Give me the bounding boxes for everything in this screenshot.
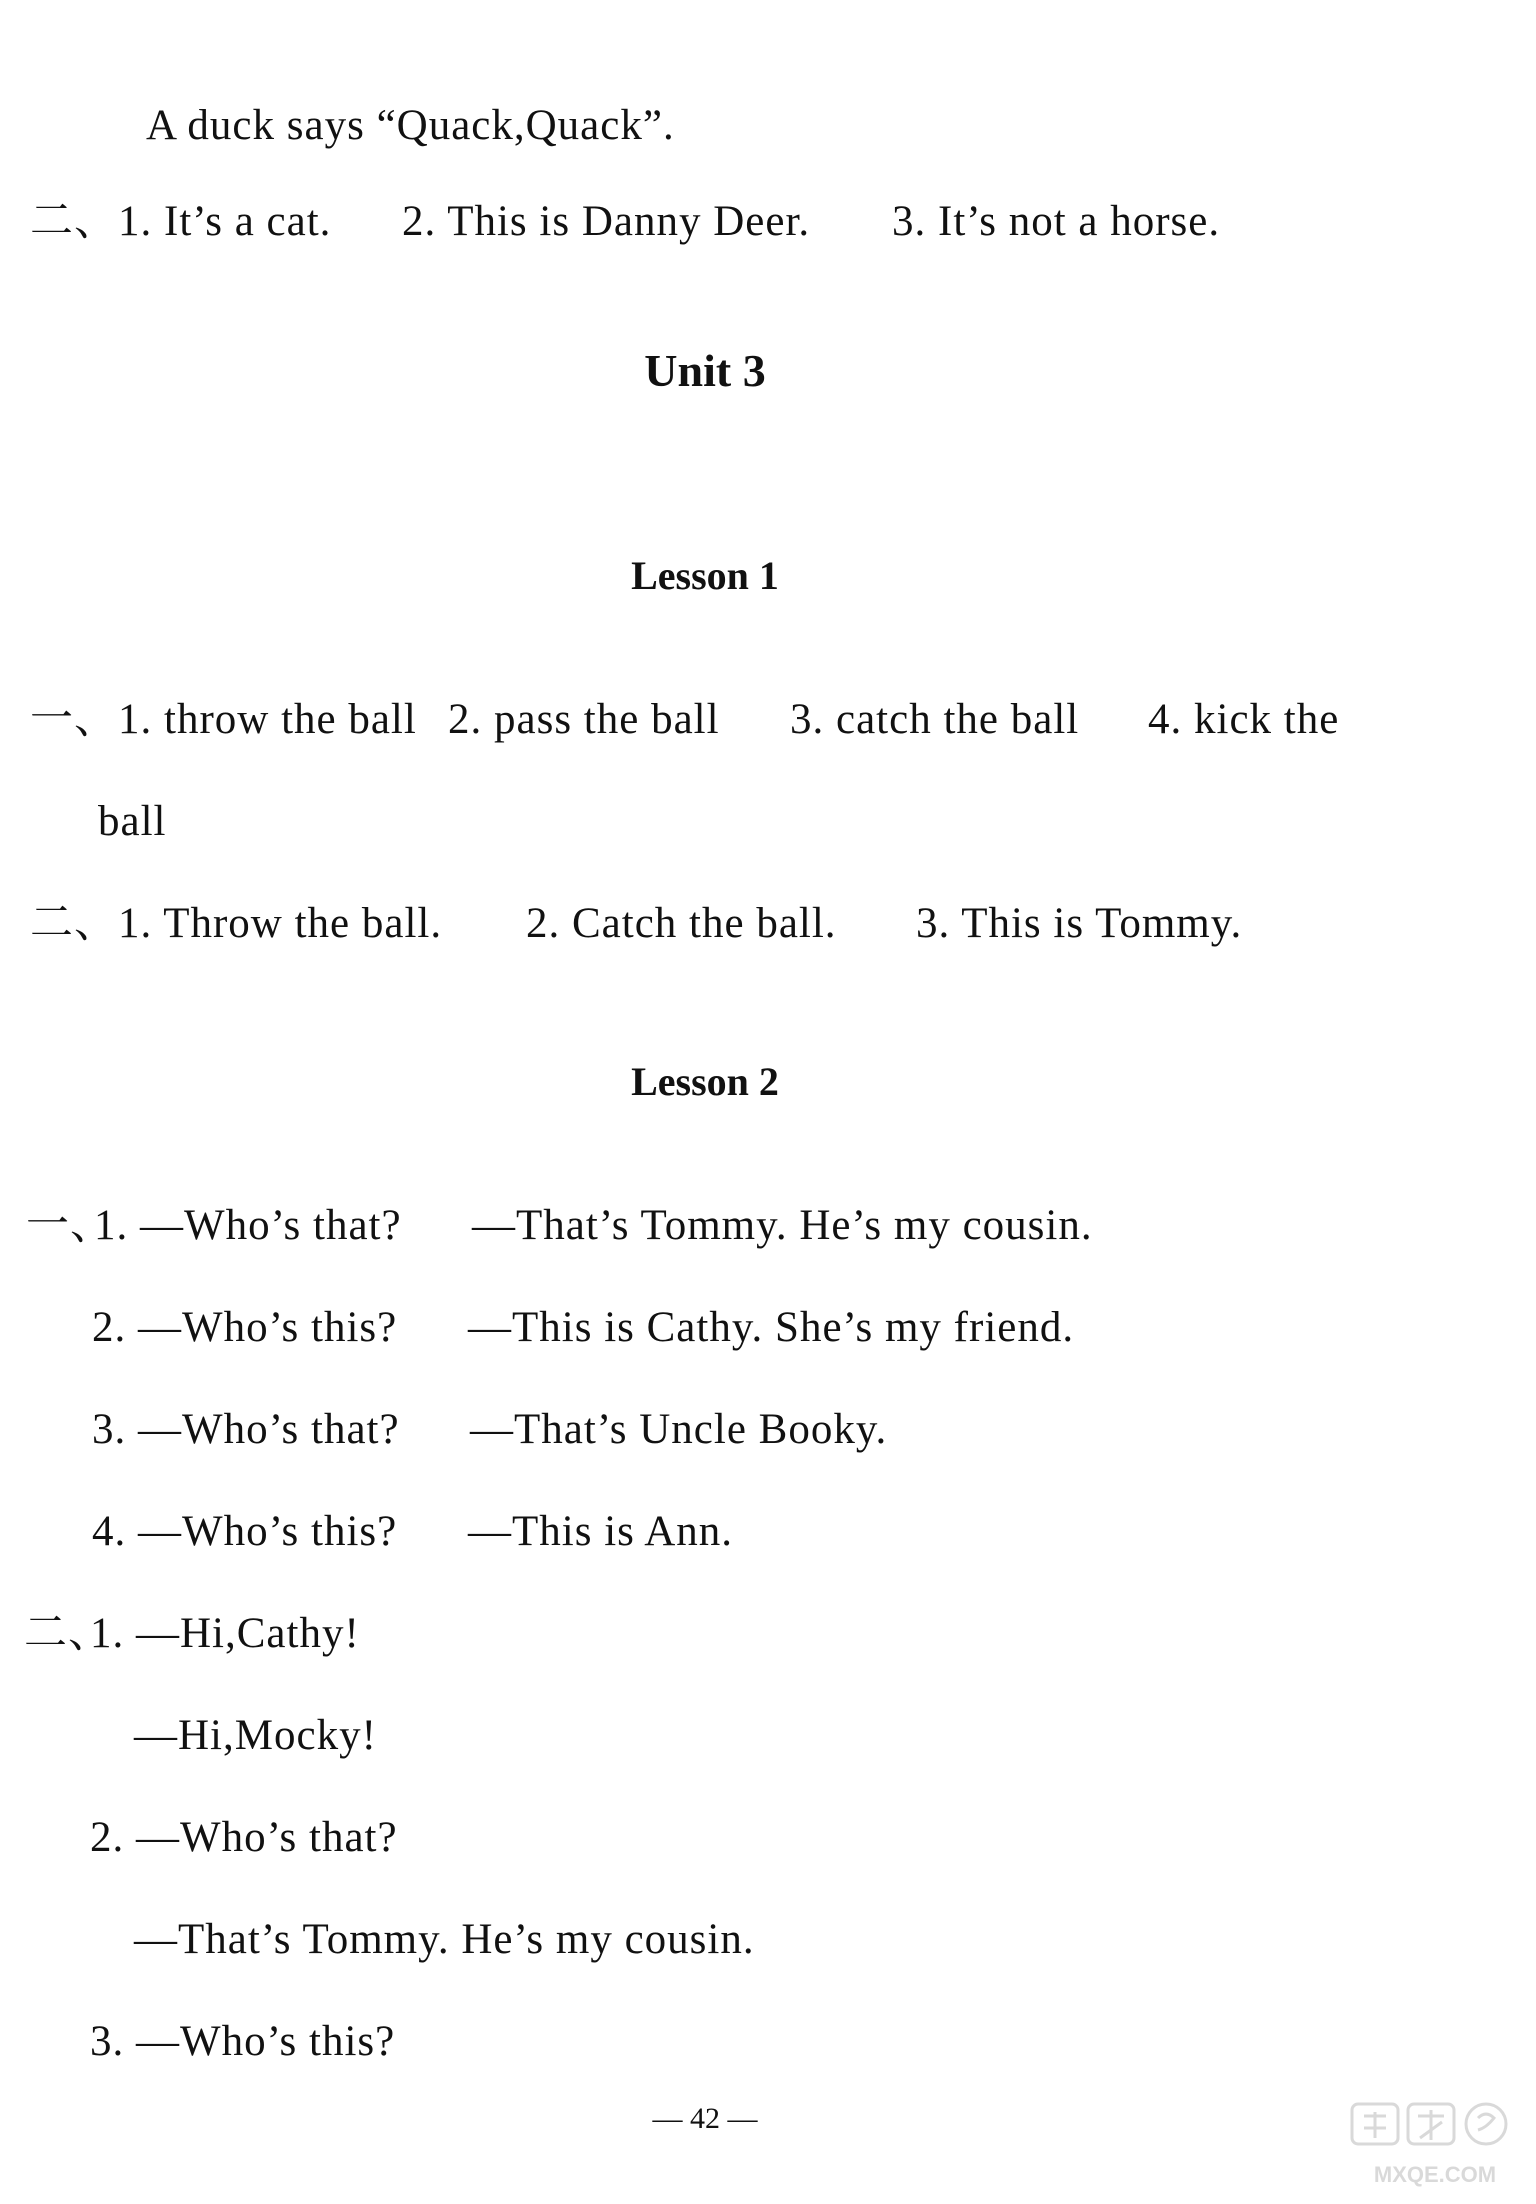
section-marker: 二、: [30, 900, 118, 947]
lesson1-part1-continuation: ball: [98, 798, 167, 845]
lesson2-part1-row-3: [92, 1408, 887, 1451]
answer-item: 2. Catch the ball.: [526, 900, 837, 947]
watermark-logo-icon: [1346, 2098, 1524, 2194]
lesson-1-title: Lesson 1: [631, 553, 779, 598]
lesson1-part1-row: [30, 698, 1339, 741]
prev-part2-row: [30, 200, 1220, 243]
dialog-answer: —This is Ann.: [468, 1508, 734, 1555]
lesson2-part2-line-5: 3. —Who’s this?: [90, 2018, 396, 2065]
lesson-2-title: Lesson 2: [631, 1059, 779, 1104]
lesson1-part2-row: [30, 902, 1242, 945]
dialog-question: 2. —Who’s this?: [92, 1304, 398, 1351]
lesson2-part2-line-2: —Hi,Mocky!: [134, 1712, 377, 1759]
dialog-answer: —That’s Uncle Booky.: [470, 1406, 888, 1453]
page-number: — 42 —: [652, 2102, 758, 2135]
lesson2-part1-row-2: [92, 1306, 1074, 1349]
answer-item: 3. This is Tommy.: [916, 900, 1243, 947]
dialog-line: 1. —Hi,Cathy!: [90, 1610, 360, 1657]
section-marker: 一、: [26, 1202, 114, 1249]
dialog-answer: —This is Cathy. She’s my friend.: [468, 1304, 1075, 1351]
answer-item: 3. catch the ball: [790, 696, 1080, 743]
answer-item: 1. It’s a cat.: [118, 198, 332, 245]
duck-sentence: A duck says “Quack,Quack”.: [146, 102, 675, 149]
answer-item: 4. kick the: [1148, 696, 1340, 743]
answer-item: 2. This is Danny Deer.: [402, 198, 811, 245]
lesson2-part2-line-3: 2. —Who’s that?: [90, 1814, 398, 1861]
answer-item: 1. Throw the ball.: [118, 900, 443, 947]
answer-item: 1. throw the ball: [118, 696, 417, 743]
dialog-question: 4. —Who’s this?: [92, 1508, 398, 1555]
dialog-question: 1. —Who’s that?: [94, 1202, 402, 1249]
answer-item: 3. It’s not a horse.: [892, 198, 1221, 245]
dialog-answer: —That’s Tommy. He’s my cousin.: [472, 1202, 1093, 1249]
section-marker: 二、: [30, 198, 118, 245]
lesson2-part1-row-1: [26, 1204, 1093, 1247]
lesson2-part2-line-1: [24, 1612, 360, 1655]
lesson2-part2-line-4: —That’s Tommy. He’s my cousin.: [134, 1916, 755, 1963]
unit-title: Unit 3: [644, 345, 766, 396]
watermark-text: MXQE.COM: [1373, 2162, 1497, 2187]
section-marker: 一、: [30, 696, 118, 743]
lesson2-part1-row-4: [92, 1510, 733, 1553]
section-marker: 二、: [24, 1610, 112, 1657]
dialog-question: 3. —Who’s that?: [92, 1406, 400, 1453]
answer-item: 2. pass the ball: [448, 696, 720, 743]
